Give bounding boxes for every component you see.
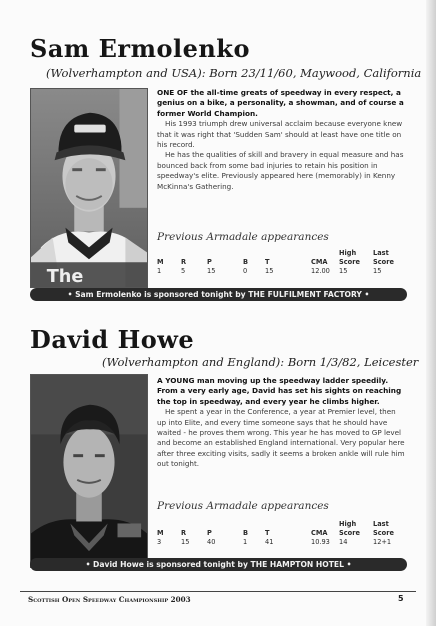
table-header-cell: Score — [373, 258, 394, 266]
table-header-cell: T — [265, 258, 270, 266]
table-header-cell — [311, 249, 339, 258]
table-row — [157, 267, 405, 276]
table-header-row — [157, 258, 405, 267]
table-header-cell — [181, 520, 207, 529]
table-cell: 15 — [373, 267, 382, 275]
appearances-table — [157, 520, 405, 547]
table-cell: 14 — [339, 538, 348, 546]
table-header-cell: High — [339, 520, 357, 528]
table-header-cell — [157, 520, 181, 529]
page-edge-shadow — [426, 0, 436, 626]
table-header-cell — [243, 249, 265, 258]
rider-bio — [157, 88, 407, 192]
table-header-cell — [181, 249, 207, 258]
appearances-table — [157, 249, 405, 276]
photo-caption-text: The — [46, 266, 84, 287]
appearances-title: Previous Armadale appearances — [157, 231, 329, 243]
table-header-cell: M — [157, 258, 164, 266]
rider-subtitle: (Wolverhampton and USA): Born 23/11/60, Maywood, California — [46, 66, 422, 80]
appearances-title: Previous Armadale appearances — [157, 500, 329, 512]
table-header-row — [157, 529, 405, 538]
table-header-cell — [207, 520, 243, 529]
table-cell: 15 — [207, 267, 216, 275]
table-header-cell — [157, 249, 181, 258]
page-number: 5 — [398, 594, 404, 603]
rider-portrait-image — [31, 89, 147, 287]
table-header-cell — [207, 249, 243, 258]
table-header-cell: High — [339, 249, 357, 257]
table-header-cell: CMA — [311, 529, 328, 537]
rider-portrait-image — [31, 375, 147, 567]
table-cell: 15 — [339, 267, 348, 275]
rider-subtitle: (Wolverhampton and England): Born 1/3/82, Leicester — [102, 355, 419, 369]
table-cell: 40 — [207, 538, 216, 546]
table-header-cell — [265, 520, 311, 529]
bio-lead: A YOUNG man moving up the speedway ladder speedily. From a very early age, David has set his sights on reaching the top in speedway, and every year he climbs higher. — [157, 376, 402, 406]
table-cell: 1 — [157, 267, 162, 275]
rider-name: Sam Ermolenko — [30, 34, 250, 63]
sponsor-banner: • David Howe is sponsored tonight by THE HAMPTON HOTEL • — [30, 558, 407, 571]
bio-paragraph: His 1993 triumph drew universal acclaim because everyone knew that it was right that 'Sudden Sam' should at least have one title on his record. — [157, 119, 403, 150]
rider-name: David Howe — [30, 325, 195, 354]
table-header-cell: P — [207, 529, 212, 537]
table-cell: 15 — [265, 267, 274, 275]
table-header-cell: Last — [373, 249, 389, 257]
table-header-cell: B — [243, 258, 249, 266]
footer-title: Scottish Open Speedway Championship 2003 — [28, 595, 191, 604]
table-header-cell: T — [265, 529, 270, 537]
table-header-cell — [265, 249, 311, 258]
table-cell: 5 — [181, 267, 186, 275]
table-cell: 12.00 — [311, 267, 330, 275]
table-header-cell: R — [181, 529, 187, 537]
table-cell: 41 — [265, 538, 274, 546]
table-header-cell: M — [157, 529, 164, 537]
table-row — [157, 538, 405, 547]
footer-divider — [20, 591, 416, 592]
rider-photo — [30, 88, 148, 288]
table-header-cell: CMA — [311, 258, 328, 266]
table-cell: 12+1 — [373, 538, 392, 546]
table-header-cell — [311, 520, 339, 529]
table-header-cell: Score — [339, 529, 360, 537]
table-cell: 3 — [157, 538, 162, 546]
bio-lead: ONE OF the all-time greats of speedway in every respect, a genius on a bike, a personality, a showman, and of course a former World Champion. — [157, 88, 404, 118]
table-header-row — [157, 249, 405, 258]
bio-paragraph: He has the qualities of skill and bravery in equal measure and has bounced back from some bad injuries to retain his position in speedway's elite. Previously appeared here (memorably) in Kenny McKinna's Gathering. — [157, 150, 404, 191]
table-header-cell: R — [181, 258, 187, 266]
table-cell: 15 — [181, 538, 190, 546]
rider-bio — [157, 376, 407, 470]
table-header-cell: B — [243, 529, 249, 537]
rider-photo — [30, 374, 148, 568]
table-header-cell: Score — [339, 258, 360, 266]
table-header-cell: Score — [373, 529, 394, 537]
table-cell: 10.93 — [311, 538, 330, 546]
table-header-row — [157, 520, 405, 529]
sponsor-banner: • Sam Ermolenko is sponsored tonight by THE FULFILMENT FACTORY • — [30, 288, 407, 301]
bio-paragraph: He spent a year in the Conference, a year at Premier level, then up into Elite, and every time someone says that he should have waited - he proves them wrong. This year he has moved to GP level and become an established England international. Very popular here after three exciting visits, sadly it seems a broken ankle will rule him out tonight. — [157, 407, 405, 469]
table-header-cell — [243, 520, 265, 529]
table-header-cell: Last — [373, 520, 389, 528]
table-cell: 0 — [243, 267, 248, 275]
table-header-cell: P — [207, 258, 212, 266]
table-cell: 1 — [243, 538, 248, 546]
